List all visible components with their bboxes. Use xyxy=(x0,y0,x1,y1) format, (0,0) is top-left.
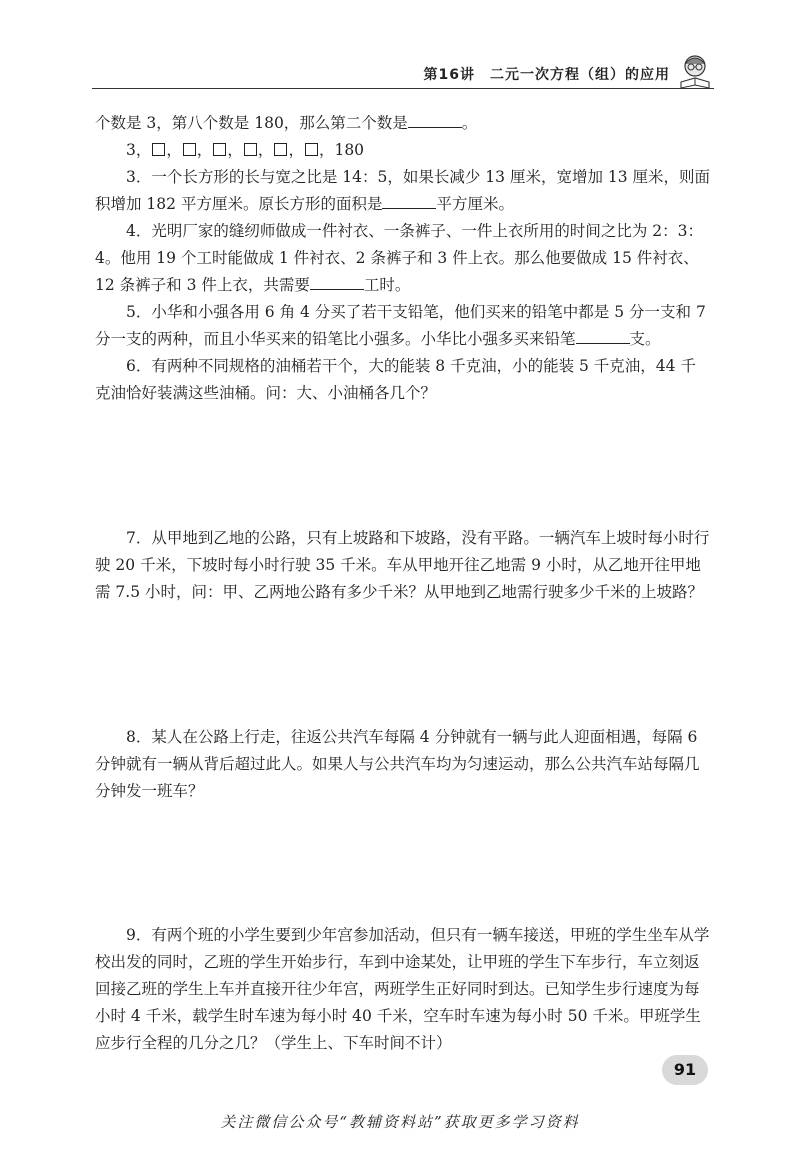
answer-blank[interactable] xyxy=(382,194,436,209)
question-4: 4．光明厂家的缝纫师做成一件衬衣、一条裤子、一件上衣所用的时间之比为 2：3：4。他用 19 个工时能做成 1 件衬衣、2 条裤子和 3 件上衣。那么他要做成 15 件衬衣、12 条裤子和 3 件上衣，共需要 工时。 xyxy=(95,222,704,294)
q2-continuation: 个数是 3，第八个数是 180，那么第二个数是 。 xyxy=(95,114,478,132)
question-6: 6．有两种不同规格的油桶若干个，大的能装 8 千克油，小的能装 5 千克油，44 千克油恰好装满这些油桶。问：大、小油桶各几个？ xyxy=(95,357,696,402)
question-7: 7．从甲地到乙地的公路，只有上坡路和下坡路，没有平路。一辆汽车上坡时每小时行驶 20 千米，下坡时每小时行驶 35 千米。车从甲地开往乙地需 9 小时，从乙地开往甲地需 7.5 小时，问：甲、乙两地公路有多少千米？从甲地到乙地需行驶多少千米的上坡路？ xyxy=(95,529,710,601)
answer-blank[interactable] xyxy=(576,329,630,344)
answer-blank[interactable] xyxy=(408,113,462,128)
answer-space[interactable] xyxy=(95,805,711,922)
page-number: 91 xyxy=(662,1055,708,1085)
exercise-content xyxy=(95,110,711,1057)
question-3: 3．一个长方形的长与宽之比是 14：5，如果长减少 13 厘米，宽增加 13 厘米，则面积增加 182 平方厘米。原长方形的面积是 平方厘米。 xyxy=(95,168,711,213)
empty-box[interactable] xyxy=(152,143,165,156)
page-header xyxy=(92,58,714,89)
answer-space[interactable] xyxy=(95,407,711,525)
chapter-title: 第16讲 二元一次方程（组）的应用 xyxy=(423,67,670,83)
empty-box[interactable] xyxy=(213,143,226,156)
question-5: 5．小华和小强各用 6 角 4 分买了若干支铅笔，他们买来的铅笔中都是 5 分一支和 7 分一支的两种，而且小华买来的铅笔比小强多。小华比小强多买来铅笔 支。 xyxy=(95,303,706,348)
empty-box[interactable] xyxy=(305,143,318,156)
answer-blank[interactable] xyxy=(310,275,364,290)
empty-box[interactable] xyxy=(183,143,196,156)
empty-box[interactable] xyxy=(244,143,257,156)
mascot-reading-icon xyxy=(676,52,714,90)
answer-space[interactable] xyxy=(95,606,711,724)
empty-box[interactable] xyxy=(274,143,287,156)
footer-note: 关注微信公众号“教辅资料站”获取更多学习资料 xyxy=(220,1113,580,1131)
question-9: 9．有两个班的小学生要到少年宫参加活动，但只有一辆车接送，甲班的学生坐车从学校出发的同时，乙班的学生开始步行，车到中途某处，让甲班的学生下车步行，车立刻返回接乙班的学生上车并直接开往少年宫，两班学生正好同时到达。已知学生步行速度为每小时 4 千米，载学生时车速为每小时 40 千米，空车时车速为每小时 50 千米。甲班学生应步行全程的几分之几？（学生上、下车时间不计） xyxy=(95,926,710,1052)
question-8: 8．某人在公路上行走，往返公共汽车每隔 4 分钟就有一辆与此人迎面相遇，每隔 6 分钟就有一辆从背后超过此人。如果人与公共汽车均为匀速运动，那么公共汽车站每隔几分钟发一班车？ xyxy=(95,728,700,800)
q2-sequence: 3， ， ， ， ， ， ，180 xyxy=(126,141,365,159)
